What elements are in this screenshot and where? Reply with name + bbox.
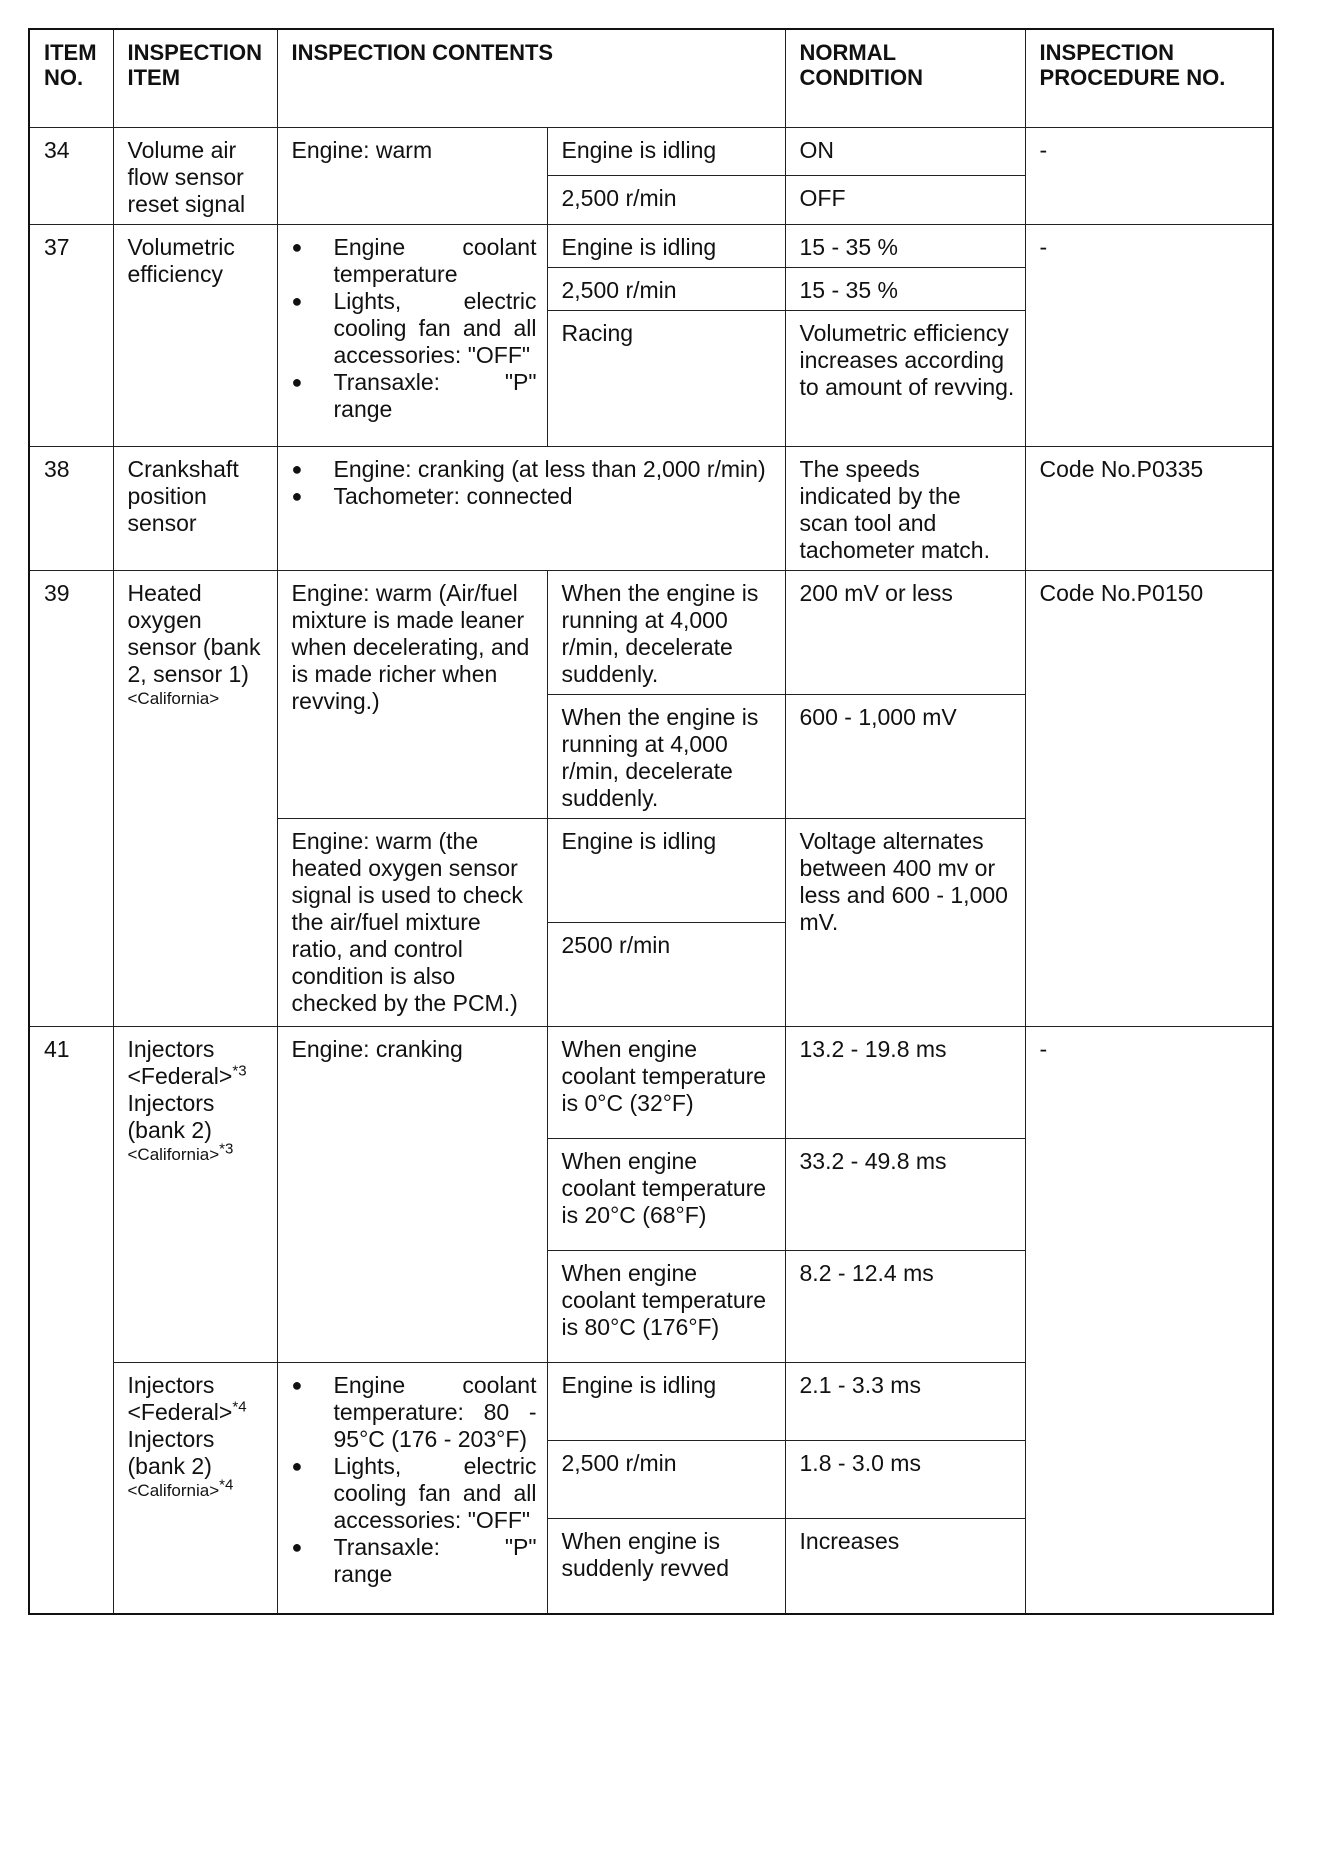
california-note [127, 1475, 267, 1502]
procedure-cell: - [1025, 127, 1273, 224]
procedure-cell: - [1025, 224, 1273, 446]
inspection-item-cell: Volume air flow sensor reset signal [113, 127, 277, 224]
condition-cell: Engine: warm (the heated oxygen sensor signal is used to check the air/fuel mixture ratio, and control condition is also checked by the PCM.) [277, 818, 547, 1026]
sub-condition-cell: When the engine is running at 4,000 r/min, decelerate suddenly. [547, 570, 785, 694]
normal-condition-cell: 15 - 35 % [785, 224, 1025, 267]
table-row [29, 127, 1273, 176]
inspection-item-text [128, 1372, 267, 1426]
normal-condition-cell: OFF [785, 176, 1025, 225]
inspection-item-cell [113, 570, 277, 1026]
condition-cell [277, 1362, 547, 1614]
table-row [29, 570, 1273, 694]
sub-condition-cell: 2,500 r/min [547, 267, 785, 310]
footnote-mark: *4 [219, 1475, 234, 1493]
california-label: <California> [127, 1480, 220, 1500]
footnote-mark: *3 [219, 1139, 234, 1157]
footnote-mark: *4 [232, 1397, 247, 1415]
california-label: <California> [127, 1144, 220, 1164]
california-note [127, 1139, 267, 1166]
inspection-item-cell: Volumetric efficiency [113, 224, 277, 446]
sub-condition-cell: When the engine is running at 4,000 r/min, decelerate suddenly. [547, 694, 785, 818]
sub-condition-cell: 2,500 r/min [547, 176, 785, 225]
california-note: <California> [127, 688, 220, 708]
condition-cell [277, 224, 547, 446]
normal-condition-cell: 200 mV or less [785, 570, 1025, 694]
inspection-item-text: Injectors (bank 2) [127, 1089, 215, 1143]
condition-cell: Engine: cranking [277, 1026, 547, 1362]
inspection-item-text: Heated oxygen sensor (bank 2, sensor 1) [127, 579, 261, 687]
inspection-item-text: Injectors (bank 2) [127, 1425, 215, 1479]
sub-condition-cell: Engine is idling [547, 224, 785, 267]
procedure-cell: - [1025, 1026, 1273, 1614]
bullet-item: ● Transaxle: "P" range [292, 1534, 537, 1588]
header-inspection-contents: INSPECTION CONTENTS [277, 29, 785, 127]
condition-bullet-list [292, 234, 537, 423]
bullet-item: ● Transaxle: "P" range [292, 369, 537, 423]
normal-condition-cell: 2.1 - 3.3 ms [785, 1362, 1025, 1440]
inspection-item-cell [113, 1026, 277, 1362]
sub-condition-cell: When engine is suddenly revved [547, 1518, 785, 1614]
header-item-no: ITEM NO. [29, 29, 113, 127]
header-normal-condition: NORMAL CONDITION [785, 29, 1025, 127]
procedure-cell: Code No.P0150 [1025, 570, 1273, 1026]
bullet-item: ● Engine: cranking (at less than 2,000 r/min) [292, 456, 775, 483]
footnote-mark: *3 [232, 1061, 247, 1079]
sub-condition-cell: 2500 r/min [547, 922, 785, 1026]
service-manual-page [28, 28, 1272, 1615]
item-no-cell: 41 [29, 1026, 113, 1614]
inspection-item-text [128, 1036, 267, 1090]
header-procedure-no: INSPECTION PROCEDURE NO. [1025, 29, 1273, 127]
sub-condition-cell: When engine coolant temperature is 20°C (68°F) [547, 1138, 785, 1250]
item-no-cell: 37 [29, 224, 113, 446]
item-no-cell: 39 [29, 570, 113, 1026]
header-inspection-item: INSPECTION ITEM [113, 29, 277, 127]
procedure-cell: Code No.P0335 [1025, 446, 1273, 570]
condition-cell: Engine: warm [277, 127, 547, 224]
bullet-item: ● Engine coolant temperature: 80 - 95°C (176 - 203°F) [292, 1372, 537, 1453]
sub-condition-cell: When engine coolant temperature is 80°C (176°F) [547, 1250, 785, 1362]
normal-condition-cell: Volumetric efficiency increases according to amount of revving. [785, 310, 1025, 446]
table-row [29, 224, 1273, 267]
bullet-item: ● Engine coolant temperature [292, 234, 537, 288]
normal-condition-cell: The speeds indicated by the scan tool and tachometer match. [785, 446, 1025, 570]
normal-condition-cell: 1.8 - 3.0 ms [785, 1440, 1025, 1518]
normal-condition-cell: 8.2 - 12.4 ms [785, 1250, 1025, 1362]
inspection-table [28, 28, 1274, 1615]
sub-condition-cell: 2,500 r/min [547, 1440, 785, 1518]
normal-condition-cell: 15 - 35 % [785, 267, 1025, 310]
sub-condition-cell: Engine is idling [547, 127, 785, 176]
normal-condition-cell: ON [785, 127, 1025, 176]
item-no-cell: 34 [29, 127, 113, 224]
condition-bullet-list [292, 456, 775, 510]
inspection-item-cell: Crankshaft position sensor [113, 446, 277, 570]
condition-cell [277, 446, 785, 570]
inspection-item-cell [113, 1362, 277, 1614]
normal-condition-cell: 13.2 - 19.8 ms [785, 1026, 1025, 1138]
bullet-item: ● Lights, electric cooling fan and all accessories: "OFF" [292, 288, 537, 369]
normal-condition-cell: Voltage alternates between 400 mv or less and 600 - 1,000 mV. [785, 818, 1025, 1026]
condition-cell: Engine: warm (Air/fuel mixture is made leaner when decelerating, and is made richer when revving.) [277, 570, 547, 818]
sub-condition-cell: Engine is idling [547, 818, 785, 922]
header-row [29, 29, 1273, 127]
condition-bullet-list [292, 1372, 537, 1588]
sub-condition-cell: When engine coolant temperature is 0°C (32°F) [547, 1026, 785, 1138]
item-no-cell: 38 [29, 446, 113, 570]
bullet-item: ● Tachometer: connected [292, 483, 775, 510]
bullet-item: ● Lights, electric cooling fan and all accessories: "OFF" [292, 1453, 537, 1534]
normal-condition-cell: 600 - 1,000 mV [785, 694, 1025, 818]
normal-condition-cell: Increases [785, 1518, 1025, 1614]
normal-condition-cell: 33.2 - 49.8 ms [785, 1138, 1025, 1250]
injectors-federal-label: Injectors <Federal> [127, 1035, 233, 1089]
table-row [29, 1026, 1273, 1138]
injectors-federal-label: Injectors <Federal> [127, 1371, 233, 1425]
table-row [29, 446, 1273, 570]
sub-condition-cell: Engine is idling [547, 1362, 785, 1440]
sub-condition-cell: Racing [547, 310, 785, 446]
